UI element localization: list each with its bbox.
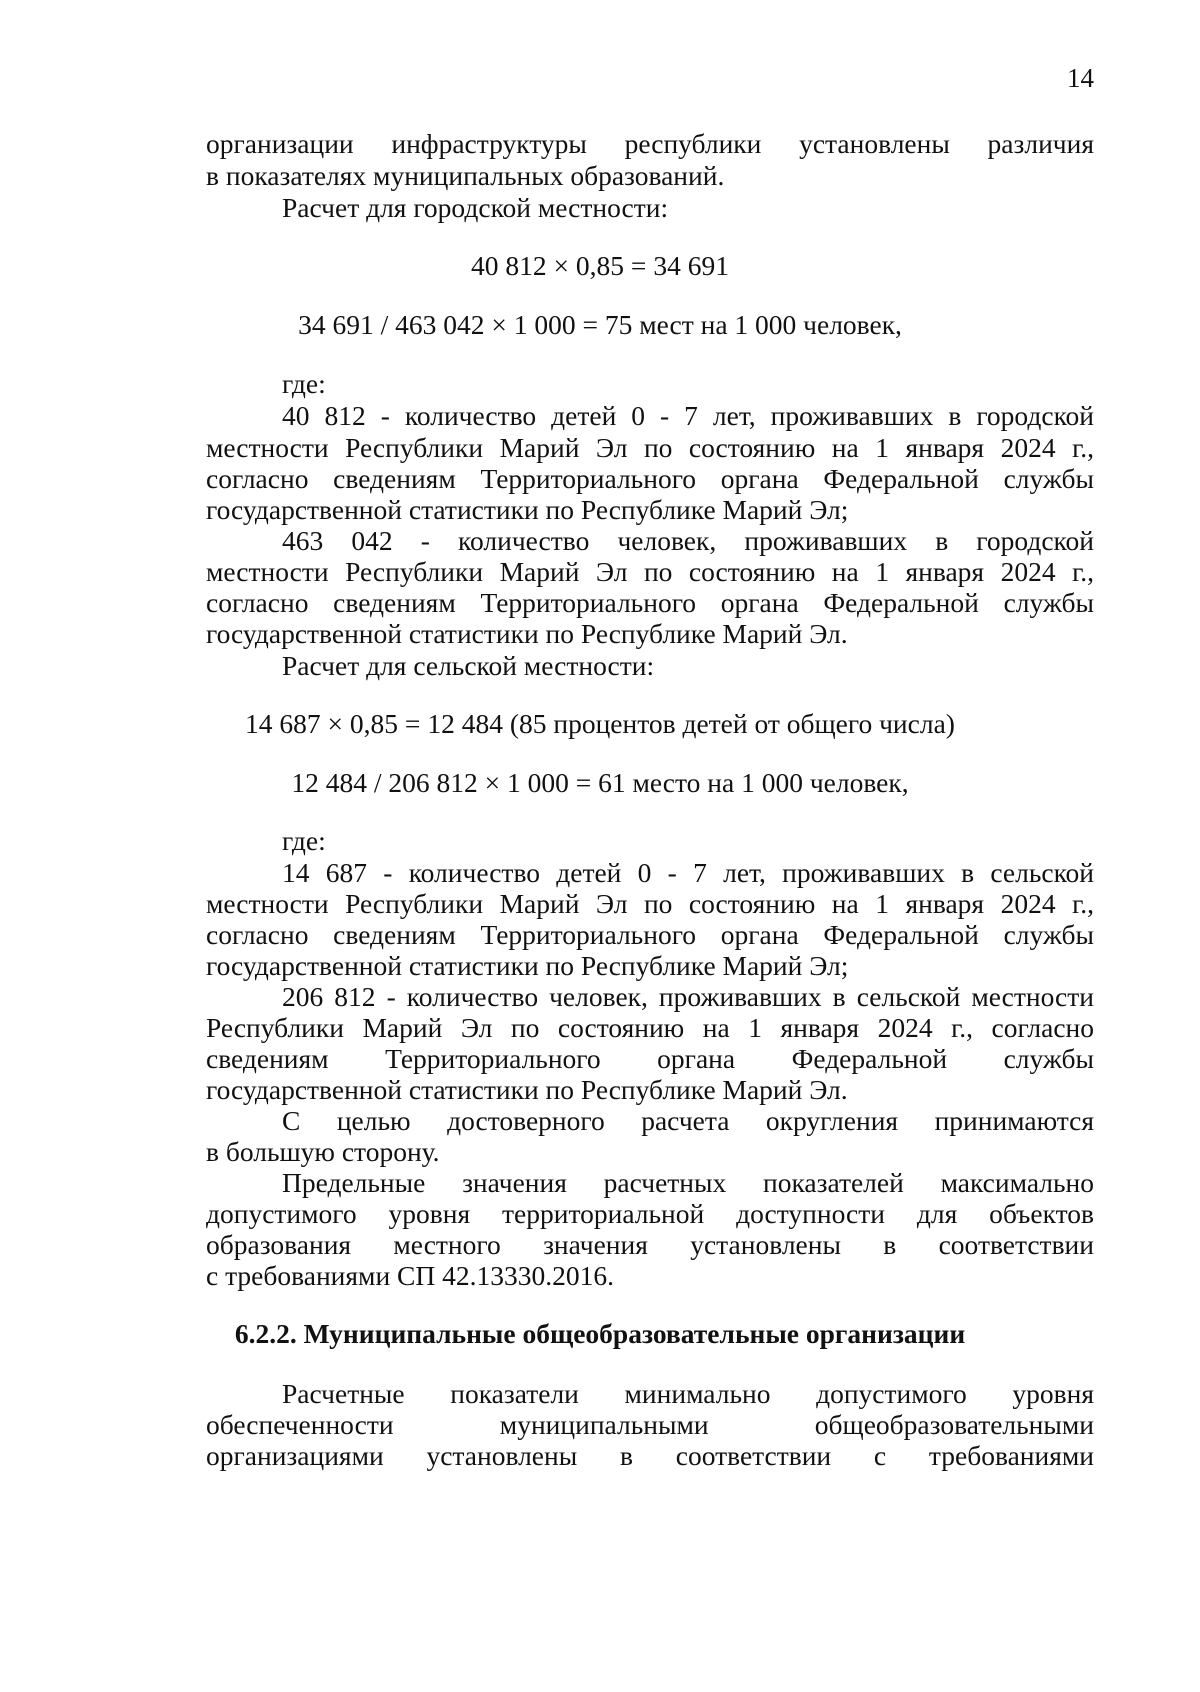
text-line: организациями установлены в соответствии с требованиями [206, 1440, 1094, 1471]
text-line: Предельные значения расчетных показателей максимально [282, 1167, 1094, 1198]
text-line: допустимого уровня территориальной доступности для объектов [206, 1198, 1094, 1229]
text-line: обеспеченности муниципальными общеобразовательными [206, 1409, 1094, 1440]
text-line: Расчетные показатели минимально допустимого уровня [282, 1378, 1094, 1409]
text-line: согласно сведениям Территориального органа Федеральной службы [206, 587, 1094, 618]
text-line: местности Республики Марий Эл по состоянию на 1 января 2024 г., [206, 888, 1094, 919]
text-line: организации инфраструктуры республики установлены различия [206, 128, 1094, 159]
text-line: местности Республики Марий Эл по состоянию на 1 января 2024 г., [206, 432, 1094, 463]
text-line: 463 042 - количество человек, проживавших в городской [282, 525, 1094, 556]
formula: 12 484 / 206 812 × 1 000 = 61 место на 1 000 человек, [291, 767, 909, 798]
text-line: сведениям Территориального органа Федеральной службы [206, 1043, 1094, 1074]
text-line: 14 687 - количество детей 0 - 7 лет, проживавших в сельской [282, 857, 1094, 888]
text-line: образования местного значения установлены в соответствии [206, 1229, 1094, 1260]
formula: 14 687 × 0,85 = 12 484 (85 процентов детей от общего числа) [245, 708, 955, 739]
text-line: местности Республики Марий Эл по состоянию на 1 января 2024 г., [206, 556, 1094, 587]
text-line: в показателях муниципальных образований. [206, 160, 725, 191]
section-heading: 6.2.2. Муниципальные общеобразовательные организации [234, 1318, 966, 1349]
text-line: государственной статистики по Республике Марий Эл; [206, 950, 849, 981]
text-line: государственной статистики по Республике Марий Эл. [206, 1074, 848, 1105]
text-line: согласно сведениям Территориального органа Федеральной службы [206, 919, 1094, 950]
page-number: 14 [1067, 63, 1094, 93]
formula: 34 691 / 463 042 × 1 000 = 75 мест на 1 000 человек, [298, 309, 902, 340]
text-line: государственной статистики по Республике Марий Эл. [206, 618, 848, 649]
text-line: в большую сторону. [206, 1136, 440, 1167]
text-line: согласно сведениям Территориального органа Федеральной службы [206, 463, 1094, 494]
text-line: С целью достоверного расчета округления принимаются [282, 1105, 1094, 1136]
text-line: с требованиями СП 42.13330.2016. [206, 1260, 614, 1291]
text-line: Республики Марий Эл по состоянию на 1 января 2024 г., согласно [206, 1012, 1094, 1043]
text-line: где: [282, 368, 326, 399]
text-line: 206 812 - количество человек, проживавших в сельской местности [282, 981, 1094, 1012]
formula: 40 812 × 0,85 = 34 691 [471, 250, 729, 281]
text-line: государственной статистики по Республике Марий Эл; [206, 494, 849, 525]
text-line: 40 812 - количество детей 0 - 7 лет, проживавших в городской [282, 400, 1094, 431]
text-line: Расчет для сельской местности: [282, 650, 655, 681]
text-line: где: [282, 825, 326, 856]
text-line: Расчет для городской местности: [282, 192, 669, 223]
